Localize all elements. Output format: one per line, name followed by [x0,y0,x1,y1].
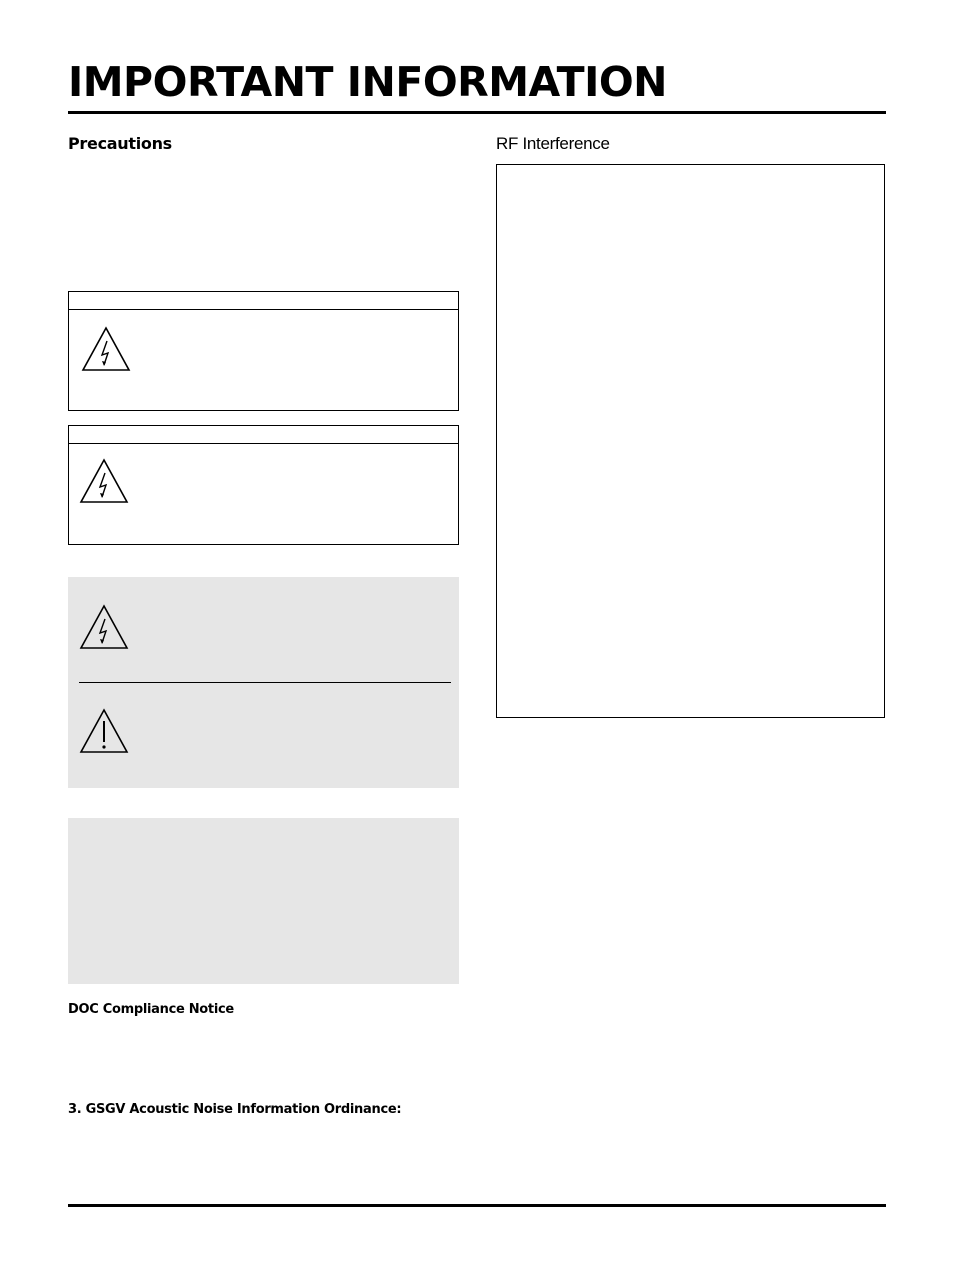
warning-box-header [69,426,458,444]
symbol-explanation-panel [68,577,459,788]
notice-panel [68,818,459,984]
exclamation-warning-icon [79,708,129,754]
warning-box-header [69,292,458,310]
doc-compliance-heading: DOC Compliance Notice [68,1002,234,1017]
electric-shock-warning-icon [79,458,129,504]
footer-rule [68,1204,886,1207]
electric-shock-warning-icon [79,604,129,650]
warning-box [68,425,459,545]
rf-interference-heading: RF Interference [496,134,610,153]
electric-shock-warning-icon [81,326,131,372]
gsgv-heading: 3. GSGV Acoustic Noise Information Ordinance: [68,1102,402,1117]
warning-box [68,291,459,411]
title-rule [68,111,886,114]
rf-interference-box [496,164,885,718]
panel-divider [79,682,451,683]
precautions-heading: Precautions [68,134,172,153]
page-title: IMPORTANT INFORMATION [68,58,667,106]
